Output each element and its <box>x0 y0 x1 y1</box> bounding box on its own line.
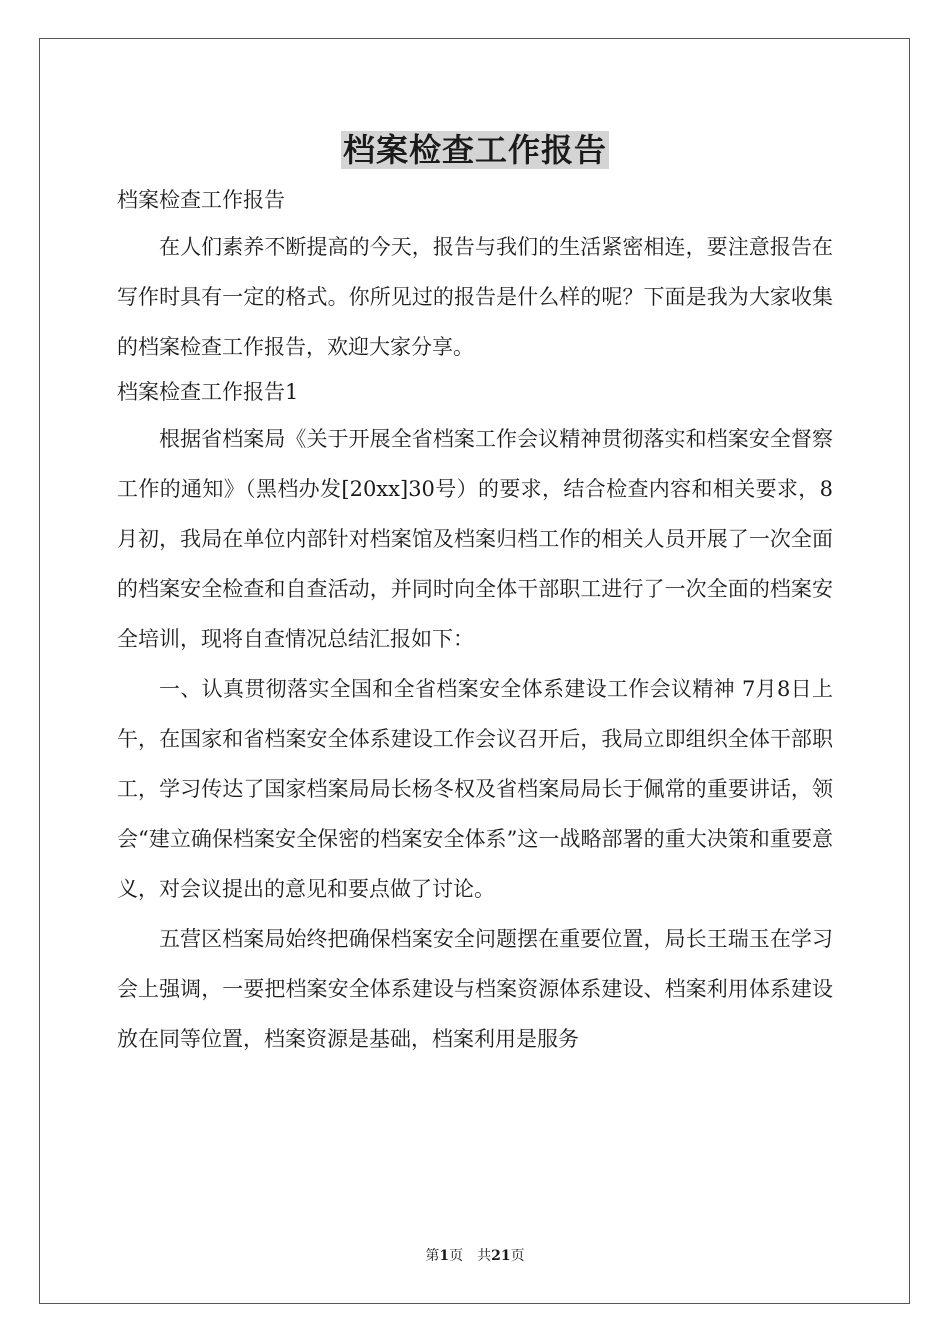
document-subtitle: 档案检查工作报告 <box>117 188 285 212</box>
section-heading-1: 档案检查工作报告1 <box>117 380 299 404</box>
footer-prefix: 第 <box>425 1248 440 1264</box>
document-title <box>0 128 950 172</box>
document-title-text: 档案检查工作报告 <box>342 131 607 169</box>
section1-paragraph-1: 根据省档案局《关于开展全省档案工作会议精神贯彻落实和档案安全督察工作的通知》（黑档办发[20xx]30号）的要求，结合检查内容和相关要求，8月初，我局在单位内部针对档案馆及档案归档工作的相关人员开展了一次全面的档案安全检查和自查活动，并同时向全体干部职工进行了一次全面的档案安全培训，现将自查情况总结汇报如下： <box>117 427 833 651</box>
footer-suffix: 页 <box>510 1248 525 1264</box>
page-number-footer <box>0 1246 950 1266</box>
footer-current-page: 1 <box>439 1248 450 1264</box>
document-body <box>117 180 833 1064</box>
section1-paragraph-2: 一、认真贯彻落实全国和全省档案安全体系建设工作会议精神 7月8日上午，在国家和省档案安全体系建设工作会议召开后，我局立即组织全体干部职工，学习传达了国家档案局局长杨冬权及省档案局局长于佩常的重要讲话，领会“建立确保档案安全保密的档案安全体系”这一战略部署的重大决策和重要意义，对会议提出的意见和要点做了讨论。 <box>117 677 833 901</box>
footer-total-pages: 21 <box>491 1248 511 1264</box>
section1-paragraph-3: 五营区档案局始终把确保档案安全问题摆在重要位置，局长王瑞玉在学习会上强调，一要把档案安全体系建设与档案资源体系建设、档案利用体系建设放在同等位置，档案资源是基础，档案利用是服务 <box>117 927 833 1051</box>
intro-paragraph: 在人们素养不断提高的今天，报告与我们的生活紧密相连，要注意报告在写作时具有一定的格式。你所见过的报告是什么样的呢？下面是我为大家收集的档案检查工作报告，欢迎大家分享。 <box>117 235 833 359</box>
footer-mid: 页 共 <box>449 1248 492 1264</box>
